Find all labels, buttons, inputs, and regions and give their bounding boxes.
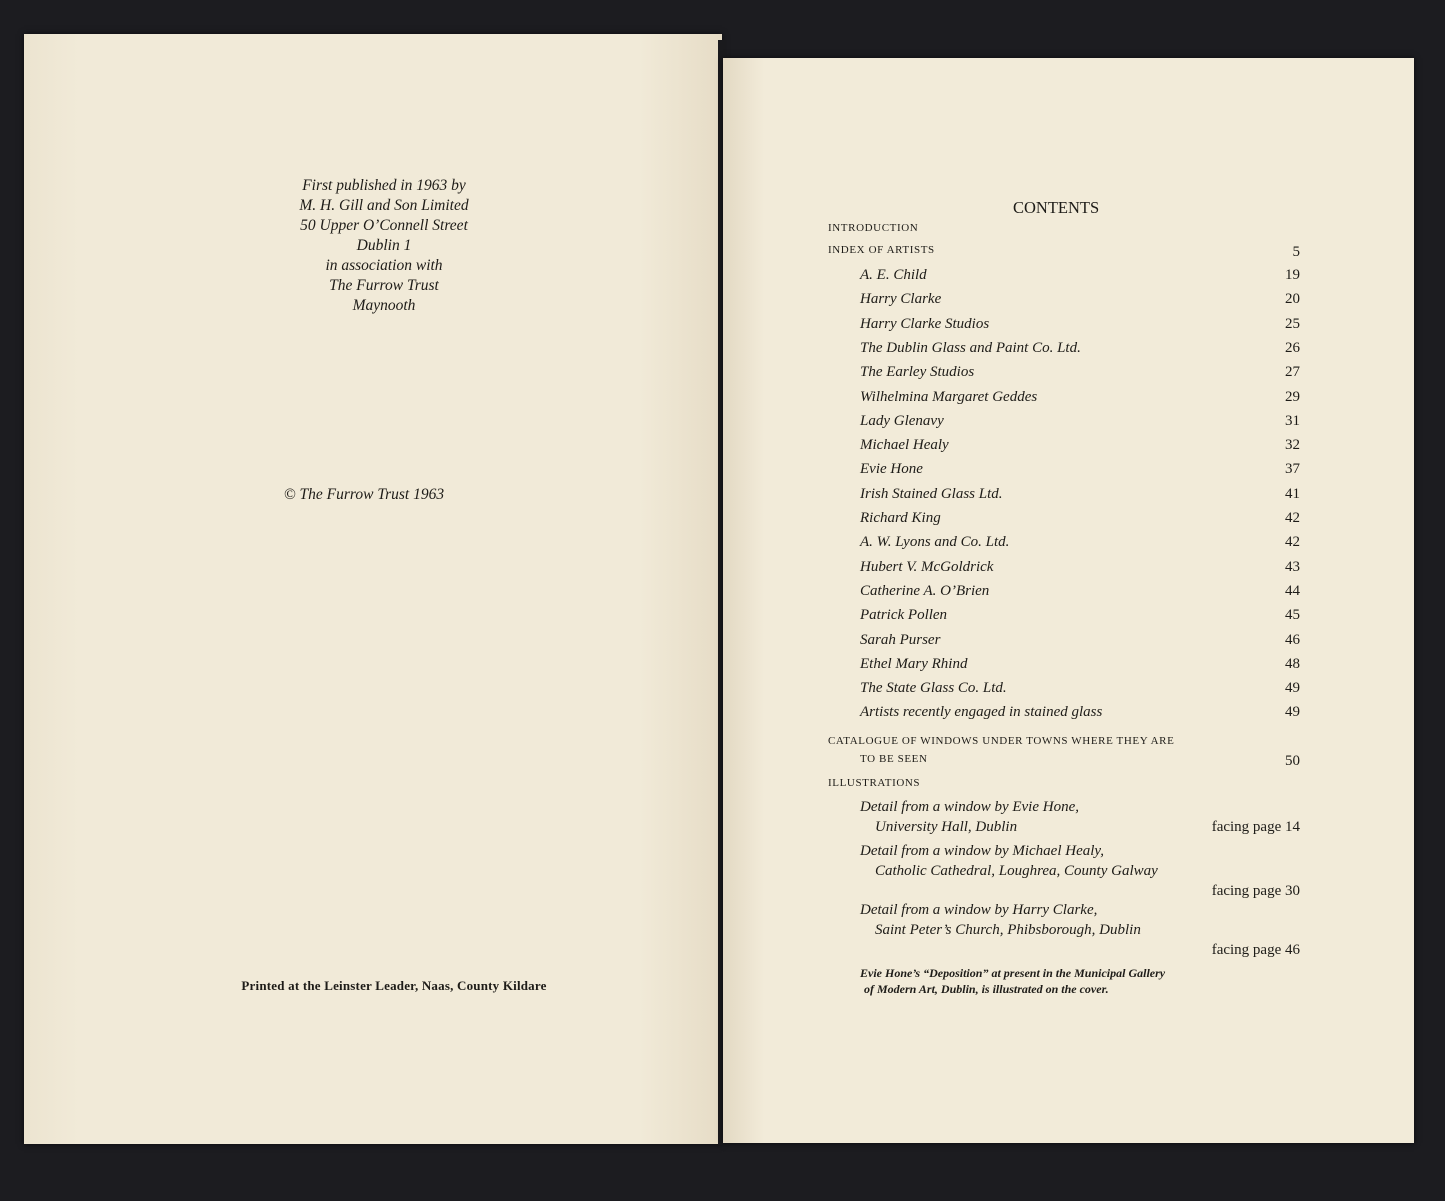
toc-artist-row — [828, 680, 1300, 702]
artist-name: Lady Glenavy — [860, 412, 944, 429]
artist-page-number: 20 — [1285, 291, 1300, 308]
toc-artist-row — [828, 413, 1300, 435]
illustration-caption: Detail from a window by Harry Clarke, — [860, 902, 1098, 918]
imprint-line: Maynooth — [352, 297, 416, 314]
toc-artist-row — [828, 389, 1300, 411]
artist-page-number: 48 — [1285, 655, 1300, 672]
artist-name: Hubert V. McGoldrick — [860, 558, 994, 575]
toc-artist-row — [828, 437, 1300, 459]
toc-introduction — [828, 222, 1300, 244]
artist-page-number: 27 — [1285, 364, 1300, 381]
toc-artist-row — [828, 340, 1300, 362]
artist-page-number: 49 — [1285, 704, 1300, 721]
toc-artist-row — [828, 510, 1300, 532]
copyright-notice: © The Furrow Trust 1963 — [283, 486, 445, 503]
toc-label: INTRODUCTION — [828, 222, 919, 234]
illustration-caption: Detail from a window by Evie Hone, — [860, 799, 1079, 815]
toc-artist-row — [828, 656, 1300, 678]
artist-name: Harry Clarke Studios — [860, 315, 990, 332]
toc-page-number: 5 — [1292, 244, 1300, 260]
toc-artist-row — [828, 559, 1300, 581]
toc-page-number: 50 — [1285, 753, 1300, 769]
imprint-line: First published in 1963 by — [302, 177, 466, 194]
toc-illustrations — [828, 777, 1300, 799]
artist-name: A. E. Child — [860, 267, 927, 283]
toc-artist-row — [828, 583, 1300, 605]
artist-name: Ethel Mary Rhind — [860, 655, 968, 672]
artist-name: The Dublin Glass and Paint Co. Ltd. — [860, 339, 1081, 356]
toc-artist-row — [828, 607, 1300, 629]
right-page — [723, 58, 1414, 1143]
cover-note — [860, 965, 1165, 997]
toc-artist-row — [828, 486, 1300, 508]
left-page — [24, 34, 722, 1144]
artist-page-number: 32 — [1285, 437, 1300, 454]
artist-page-number: 37 — [1285, 461, 1300, 478]
artist-name: A. W. Lyons and Co. Ltd. — [860, 534, 1010, 551]
illustration-entry — [828, 902, 1300, 924]
illustration-page-row — [828, 942, 1300, 964]
toc-label: TO BE SEEN — [860, 753, 928, 765]
artist-page-number: 19 — [1285, 267, 1300, 283]
artist-page-number: 42 — [1285, 510, 1300, 526]
imprint-line: Dublin 1 — [356, 237, 412, 254]
artist-page-number: 31 — [1285, 412, 1300, 429]
toc-artist-row — [828, 267, 1300, 289]
imprint-line: 50 Upper O’Connell Street — [300, 217, 468, 234]
illustration-caption: Detail from a window by Michael Healy, — [860, 843, 1104, 859]
toc-artist-row — [828, 534, 1300, 556]
artist-name: Sarah Purser — [860, 631, 941, 648]
toc-label: INDEX OF ARTISTS — [828, 244, 935, 256]
artist-name: The Earley Studios — [860, 364, 975, 381]
cover-note-line: Evie Hone’s “Deposition” at present in the Municipal Gallery — [860, 966, 1166, 980]
artist-name: Michael Healy — [860, 437, 949, 454]
toc-artist-row — [828, 291, 1300, 313]
artist-name: Harry Clarke — [860, 291, 942, 308]
printer-credit: Printed at the Leinster Leader, Naas, County Kildare — [241, 978, 547, 993]
imprint-line: M. H. Gill and Son Limited — [299, 197, 469, 214]
toc-label: CATALOGUE OF WINDOWS UNDER TOWNS WHERE THEY ARE — [828, 735, 1175, 747]
toc-artist-row — [828, 632, 1300, 654]
publisher-imprint — [234, 176, 534, 316]
artist-page-number: 44 — [1285, 582, 1300, 599]
toc-artist-row — [828, 704, 1300, 726]
illustration-entry — [828, 799, 1300, 821]
artist-name: Irish Stained Glass Ltd. — [860, 485, 1003, 502]
artist-page-number: 26 — [1285, 339, 1300, 356]
artist-name: Artists recently engaged in stained glass — [860, 704, 1103, 721]
illustration-location: Saint Peter’s Church, Phibsborough, Dublin — [875, 922, 1141, 938]
illustration-location: University Hall, Dublin — [875, 819, 1018, 835]
imprint-line: in association with — [325, 257, 443, 274]
artist-name: Evie Hone — [860, 461, 923, 478]
artist-page-number: 25 — [1285, 315, 1300, 332]
imprint-line: The Furrow Trust — [329, 277, 439, 294]
artist-page-number: 49 — [1285, 680, 1300, 697]
artist-name: The State Glass Co. Ltd. — [860, 680, 1007, 697]
artist-page-number: 45 — [1285, 607, 1300, 624]
illustration-entry-cont — [828, 922, 1300, 944]
artist-name: Patrick Pollen — [860, 607, 948, 624]
artist-page-number: 41 — [1285, 485, 1300, 502]
artist-page-number: 42 — [1285, 534, 1300, 551]
toc-catalogue-cont — [828, 753, 1300, 775]
illustration-location: Catholic Cathedral, Loughrea, County Galway — [875, 863, 1158, 879]
artist-page-number: 29 — [1285, 388, 1300, 405]
toc-artist-row — [828, 364, 1300, 386]
contents-title: CONTENTS — [1013, 198, 1100, 217]
toc-artist-row — [828, 461, 1300, 483]
toc-label: ILLUSTRATIONS — [828, 777, 921, 789]
artist-name: Richard King — [860, 510, 941, 526]
toc-index-of-artists — [828, 244, 1300, 266]
artist-name: Wilhelmina Margaret Geddes — [860, 388, 1038, 405]
toc-artist-row — [828, 316, 1300, 338]
illustration-page: facing page 14 — [1211, 819, 1300, 835]
illustration-page: facing page 46 — [1211, 942, 1300, 958]
artist-page-number: 46 — [1285, 631, 1300, 648]
artist-page-number: 43 — [1285, 558, 1300, 575]
illustration-entry-cont — [828, 819, 1300, 841]
illustration-page: facing page 30 — [1211, 883, 1300, 899]
cover-note-line: of Modern Art, Dublin, is illustrated on the cover. — [864, 982, 1109, 996]
illustration-entry — [828, 843, 1300, 865]
illustration-entry-cont — [828, 863, 1300, 885]
artist-name: Catherine A. O’Brien — [860, 582, 990, 599]
